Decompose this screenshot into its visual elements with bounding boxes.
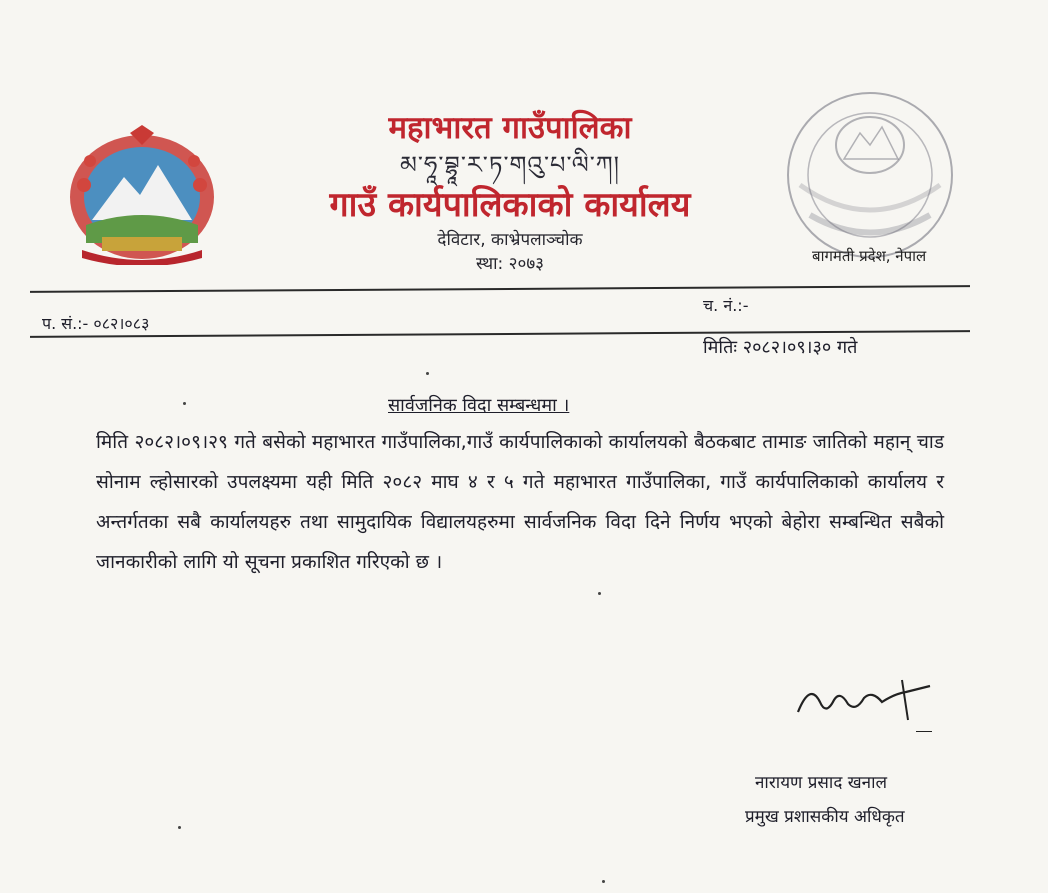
official-seal-stamp-icon [770,75,970,275]
letter-number: प. सं.:- ०८२।०८३ [42,314,150,333]
province-label: बागमती प्रदेश, नेपाल [812,247,927,265]
scan-speck [183,402,186,405]
office-name: गाउँ कार्यपालिकाको कार्यालय [329,185,691,225]
nepal-emblem-icon [62,125,222,265]
signature-icon [790,672,940,732]
dispatch-number: च. नं.:- [703,296,749,315]
letterhead [250,108,770,276]
office-address: देविटार, काभ्रेपलाञ्चोक [437,230,583,250]
notice-body: मिति २०८२।०९।२९ गते बसेको महाभारत गाउँपालिका,गाउँ कार्यपालिकाको कार्यालयको बैठकबाट तामाङ जातिको महान् चाड सोनाम ल्होसारको उपलक्ष्यमा यही मिति २०८२ माघ ४ र ५ गते महाभारत गाउँपालिका, गाउँ कार्यपालिकाको कार्यालय र अन्तर्गतका सबै कार्यालयहरु तथा सामुदायिक विद्यालयहरुमा सार्वजनिक विदा दिने निर्णय भएको बेहोरा सम्बन्धित सबैको जानकारीको लागि यो सूचना प्रकाशित गरिएको छ । [96,431,944,573]
scan-speck [178,826,181,829]
established-year: स्था: २०७३ [475,254,545,274]
letter-date: मितिः २०८२।०९।३० गते [703,337,858,358]
scan-speck [602,880,605,883]
notice-subject: सार्वजनिक विदा सम्बन्धमा । [388,395,570,416]
municipality-name: महाभारत गाउँपालिका [388,110,632,146]
municipality-name-tibetan: མ་ཧཱ་བྷཱ་ར་ཏ་གའུ་པ་ལི་ཀ། [400,151,620,179]
scan-speck [598,592,601,595]
signatory-name: नारायण प्रसाद खनाल [755,773,888,793]
header-rule-top [30,285,970,293]
scan-speck [426,372,429,375]
signatory-title: प्रमुख प्रशासकीय अधिकृत [745,807,905,827]
